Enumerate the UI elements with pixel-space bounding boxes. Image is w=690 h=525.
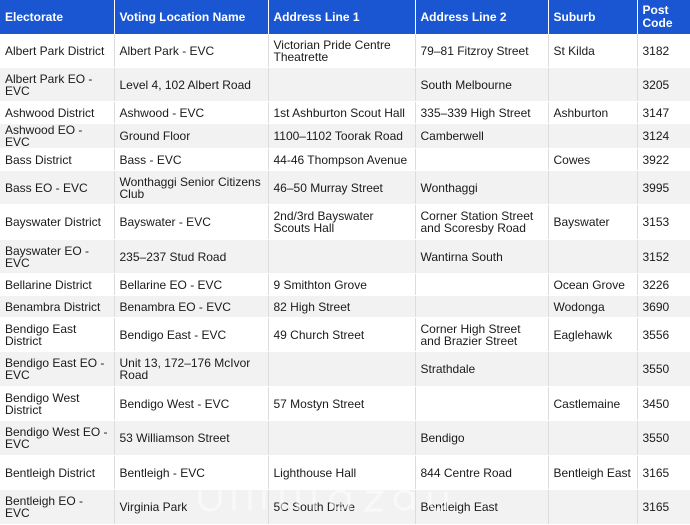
cell-electorate: Albert Park District xyxy=(0,34,114,68)
cell-post-code: 3165 xyxy=(637,490,690,525)
table-row xyxy=(0,205,690,240)
cell-address-line-2: 335–339 High Street xyxy=(415,102,548,124)
table-row xyxy=(0,456,690,490)
header-suburb[interactable]: Suburb xyxy=(548,0,637,34)
cell-electorate: Bendigo East District xyxy=(0,318,114,352)
cell-address-line-1: 1st Ashburton Scout Hall xyxy=(268,102,415,124)
cell-post-code: 3550 xyxy=(637,352,690,387)
cell-post-code: 3922 xyxy=(637,149,690,171)
cell-electorate: Bendigo West District xyxy=(0,387,114,421)
cell-address-line-1 xyxy=(268,68,415,102)
cell-post-code: 3450 xyxy=(637,387,690,421)
cell-address-line-2: Strathdale xyxy=(415,352,548,387)
header-voting-location-name[interactable]: Voting Location Name xyxy=(114,0,268,34)
cell-address-line-2: Wonthaggi xyxy=(415,171,548,205)
table-row xyxy=(0,387,690,421)
cell-voting-location-name: Albert Park - EVC xyxy=(114,34,268,68)
cell-post-code: 3153 xyxy=(637,205,690,240)
cell-address-line-1: 9 Smithton Grove xyxy=(268,274,415,296)
table-row xyxy=(0,352,690,387)
cell-electorate: Bayswater EO - EVC xyxy=(0,240,114,274)
cell-voting-location-name: Bendigo East - EVC xyxy=(114,318,268,352)
cell-voting-location-name: Wonthaggi Senior Citizens Club xyxy=(114,171,268,205)
cell-address-line-1 xyxy=(268,421,415,456)
table-body xyxy=(0,34,690,525)
cell-address-line-1: 5C South Drive xyxy=(268,490,415,525)
cell-suburb xyxy=(548,490,637,525)
cell-voting-location-name: Virginia Park xyxy=(114,490,268,525)
cell-suburb xyxy=(548,352,637,387)
table-row xyxy=(0,171,690,205)
table-row xyxy=(0,124,690,149)
table-row xyxy=(0,490,690,525)
cell-electorate: Bendigo East EO - EVC xyxy=(0,352,114,387)
cell-address-line-1: 46–50 Murray Street xyxy=(268,171,415,205)
cell-post-code: 3182 xyxy=(637,34,690,68)
table-row xyxy=(0,240,690,274)
cell-address-line-2: Corner High Street and Brazier Street xyxy=(415,318,548,352)
cell-electorate: Ashwood District xyxy=(0,102,114,124)
cell-suburb: Bentleigh East xyxy=(548,456,637,490)
cell-suburb: Bayswater xyxy=(548,205,637,240)
cell-voting-location-name: Benambra EO - EVC xyxy=(114,296,268,318)
cell-electorate: Bellarine District xyxy=(0,274,114,296)
cell-electorate: Bass District xyxy=(0,149,114,171)
cell-voting-location-name: Ashwood - EVC xyxy=(114,102,268,124)
cell-suburb xyxy=(548,421,637,456)
table-row xyxy=(0,274,690,296)
cell-address-line-1: Lighthouse Hall xyxy=(268,456,415,490)
cell-address-line-2: Wantirna South xyxy=(415,240,548,274)
table-row xyxy=(0,68,690,102)
cell-electorate: Bendigo West EO - EVC xyxy=(0,421,114,456)
cell-electorate: Bass EO - EVC xyxy=(0,171,114,205)
cell-suburb: Ocean Grove xyxy=(548,274,637,296)
table-header-row xyxy=(0,0,690,34)
cell-voting-location-name: 53 Williamson Street xyxy=(114,421,268,456)
cell-electorate: Albert Park EO - EVC xyxy=(0,68,114,102)
cell-address-line-1: 1100–1102 Toorak Road xyxy=(268,124,415,149)
cell-suburb: Ashburton xyxy=(548,102,637,124)
cell-address-line-2: 844 Centre Road xyxy=(415,456,548,490)
table-row xyxy=(0,34,690,68)
cell-suburb: Wodonga xyxy=(548,296,637,318)
cell-voting-location-name: Bentleigh - EVC xyxy=(114,456,268,490)
table-row xyxy=(0,318,690,352)
cell-voting-location-name: Level 4, 102 Albert Road xyxy=(114,68,268,102)
cell-address-line-1: 82 High Street xyxy=(268,296,415,318)
cell-address-line-1 xyxy=(268,240,415,274)
cell-suburb xyxy=(548,68,637,102)
cell-voting-location-name: Bayswater - EVC xyxy=(114,205,268,240)
cell-address-line-2: Bendigo xyxy=(415,421,548,456)
cell-post-code: 3995 xyxy=(637,171,690,205)
table-row xyxy=(0,102,690,124)
cell-voting-location-name: Bellarine EO - EVC xyxy=(114,274,268,296)
table-row xyxy=(0,149,690,171)
cell-suburb: Castlemaine xyxy=(548,387,637,421)
cell-post-code: 3550 xyxy=(637,421,690,456)
cell-address-line-2: Corner Station Street and Scoresby Road xyxy=(415,205,548,240)
header-address-line-1[interactable]: Address Line 1 xyxy=(268,0,415,34)
cell-post-code: 3152 xyxy=(637,240,690,274)
cell-address-line-1: 2nd/3rd Bayswater Scouts Hall xyxy=(268,205,415,240)
cell-address-line-2: Bentleigh East xyxy=(415,490,548,525)
cell-address-line-2 xyxy=(415,274,548,296)
cell-post-code: 3205 xyxy=(637,68,690,102)
table-row xyxy=(0,421,690,456)
cell-voting-location-name: Unit 13, 172–176 McIvor Road xyxy=(114,352,268,387)
cell-address-line-1: 57 Mostyn Street xyxy=(268,387,415,421)
cell-suburb: Eaglehawk xyxy=(548,318,637,352)
cell-suburb: St Kilda xyxy=(548,34,637,68)
cell-address-line-2 xyxy=(415,296,548,318)
cell-address-line-1: 49 Church Street xyxy=(268,318,415,352)
cell-electorate: Bayswater District xyxy=(0,205,114,240)
cell-address-line-2 xyxy=(415,387,548,421)
cell-post-code: 3165 xyxy=(637,456,690,490)
cell-electorate: Benambra District xyxy=(0,296,114,318)
cell-post-code: 3226 xyxy=(637,274,690,296)
cell-address-line-2 xyxy=(415,149,548,171)
cell-address-line-2: Camberwell xyxy=(415,124,548,149)
cell-voting-location-name: 235–237 Stud Road xyxy=(114,240,268,274)
cell-voting-location-name: Ground Floor xyxy=(114,124,268,149)
cell-suburb xyxy=(548,240,637,274)
cell-suburb xyxy=(548,124,637,149)
header-post-code[interactable]: Post Code xyxy=(637,0,690,34)
cell-post-code: 3124 xyxy=(637,124,690,149)
cell-address-line-1 xyxy=(268,352,415,387)
cell-voting-location-name: Bendigo West - EVC xyxy=(114,387,268,421)
cell-address-line-1: Victorian Pride Centre Theatrette xyxy=(268,34,415,68)
cell-electorate: Bentleigh District xyxy=(0,456,114,490)
cell-post-code: 3556 xyxy=(637,318,690,352)
table-row xyxy=(0,296,690,318)
header-address-line-2[interactable]: Address Line 2 xyxy=(415,0,548,34)
cell-address-line-1: 44-46 Thompson Avenue xyxy=(268,149,415,171)
cell-post-code: 3690 xyxy=(637,296,690,318)
cell-electorate: Ashwood EO - EVC xyxy=(0,124,114,149)
cell-voting-location-name: Bass - EVC xyxy=(114,149,268,171)
cell-electorate: Bentleigh EO - EVC xyxy=(0,490,114,525)
cell-address-line-2: South Melbourne xyxy=(415,68,548,102)
cell-suburb xyxy=(548,171,637,205)
header-electorate[interactable]: Electorate xyxy=(0,0,114,34)
cell-post-code: 3147 xyxy=(637,102,690,124)
cell-address-line-2: 79–81 Fitzroy Street xyxy=(415,34,548,68)
cell-suburb: Cowes xyxy=(548,149,637,171)
